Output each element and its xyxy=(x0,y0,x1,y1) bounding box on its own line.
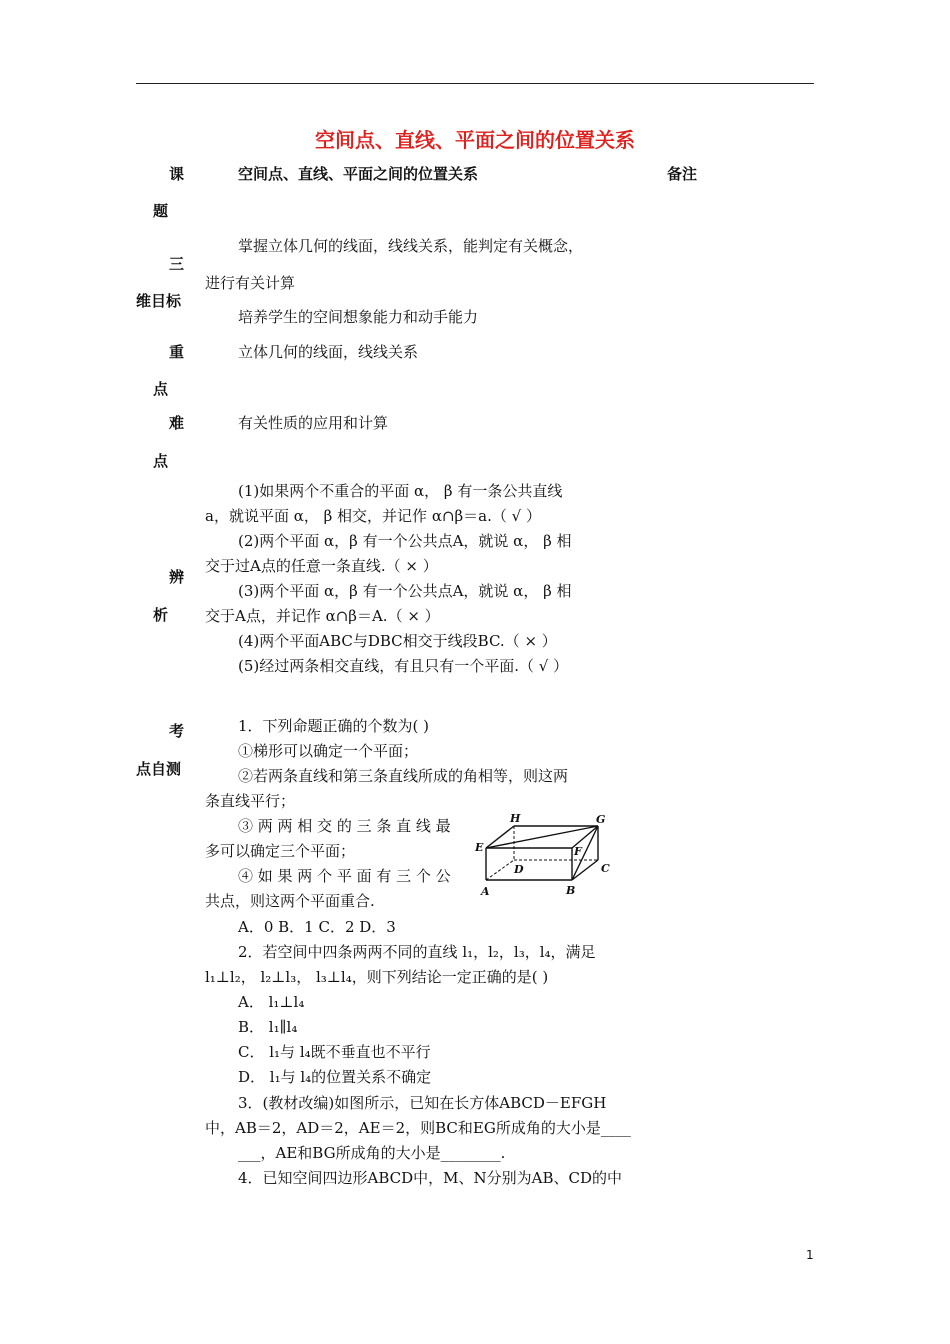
notes-label: 备注 xyxy=(667,165,698,183)
discrimination-line: (2)两个平面 α，β 有一个公共点A，就说 α， β 相 xyxy=(238,532,572,550)
difficulty-text: 有关性质的应用和计算 xyxy=(238,414,389,432)
discrimination-label-1: 辨 xyxy=(169,568,185,586)
topic-label-1: 课 xyxy=(169,165,185,183)
discrimination-line: (1)如果两个不重合的平面 α， β 有一条公共直线 xyxy=(238,482,563,500)
discrimination-label-2: 析 xyxy=(153,606,169,624)
selftest-line: B． l₁∥l₄ xyxy=(238,1018,298,1036)
vertex-label-g: G xyxy=(596,813,606,826)
topic-value: 空间点、直线、平面之间的位置关系 xyxy=(238,165,479,183)
selftest-line: ②若两条直线和第三条直线所成的角相等，则这两 xyxy=(238,767,569,785)
focus-text: 立体几何的线面，线线关系 xyxy=(238,343,419,361)
selftest-label-1: 考 xyxy=(169,722,185,740)
vertex-label-d: D xyxy=(514,863,524,876)
focus-label-1: 重 xyxy=(169,343,185,361)
discrimination-line: 交于过A点的任意一条直线.（ × ） xyxy=(205,557,438,575)
selftest-line: ①梯形可以确定一个平面； xyxy=(238,742,419,760)
selftest-line: A． l₁⊥l₄ xyxy=(238,993,305,1011)
selftest-line: 多可以确定三个平面； xyxy=(205,842,356,860)
vertex-label-c: C xyxy=(601,862,610,875)
header-rule xyxy=(136,83,814,84)
selftest-line: 1．下列命题正确的个数为( ) xyxy=(238,717,430,735)
selftest-line: ___，AE和BG所成角的大小是________. xyxy=(238,1144,506,1162)
goals-line-2: 进行有关计算 xyxy=(205,274,296,292)
discrimination-line: (3)两个平面 α，β 有一个公共点A，就说 α， β 相 xyxy=(238,582,572,600)
vertex-label-a: A xyxy=(481,885,490,898)
selftest-line: C． l₁与 l₄既不垂直也不平行 xyxy=(238,1043,431,1061)
selftest-line: ④ 如 果 两 个 平 面 有 三 个 公 xyxy=(238,867,451,885)
selftest-line: 4．已知空间四边形ABCD中，M、N分别为AB、CD的中 xyxy=(238,1169,623,1187)
difficulty-label-2: 点 xyxy=(153,452,169,470)
focus-label-2: 点 xyxy=(153,380,169,398)
cuboid-figure xyxy=(474,810,614,900)
goals-line-1: 掌握立体几何的线面，线线关系，能判定有关概念， xyxy=(238,237,584,255)
discrimination-line: (5)经过两条相交直线，有且只有一个平面.（ √ ） xyxy=(238,657,569,675)
selftest-line: 中，AB＝2，AD＝2，AE＝2，则BC和EG所成角的大小是____ xyxy=(205,1119,631,1137)
discrimination-line: (4)两个平面ABC与DBC相交于线段BC.（ × ） xyxy=(238,632,557,650)
vertex-label-h: H xyxy=(510,812,521,825)
page-title: 空间点、直线、平面之间的位置关系 xyxy=(315,128,635,152)
selftest-line: ③ 两 两 相 交 的 三 条 直 线 最 xyxy=(238,817,451,835)
goals-label-1: 三 xyxy=(169,255,185,273)
selftest-line: 3．(教材改编)如图所示，已知在长方体ABCD－EFGH xyxy=(238,1094,607,1112)
selftest-line: 共点，则这两个平面重合. xyxy=(205,892,375,910)
vertex-label-b: B xyxy=(566,884,576,897)
discrimination-line: a，就说平面 α， β 相交，并记作 α∩β＝a.（ √ ） xyxy=(205,507,541,525)
topic-label-2: 题 xyxy=(153,202,169,220)
selftest-line: 2．若空间中四条两两不同的直线 l₁，l₂，l₃，l₄，满足 xyxy=(238,943,596,961)
goals-line-3: 培养学生的空间想象能力和动手能力 xyxy=(238,308,479,326)
vertex-label-f: F xyxy=(574,845,582,858)
selftest-label-2: 点自测 xyxy=(136,760,182,778)
page-number: 1 xyxy=(806,1248,814,1262)
selftest-line: D． l₁与 l₄的位置关系不确定 xyxy=(238,1068,432,1086)
vertex-label-e: E xyxy=(475,841,484,854)
selftest-line: l₁⊥l₂， l₂⊥l₃， l₃⊥l₄，则下列结论一定正确的是( ) xyxy=(205,968,549,986)
discrimination-line: 交于A点，并记作 α∩β＝A.（ × ） xyxy=(205,607,440,625)
selftest-line: A．0 B．1 C．2 D．3 xyxy=(238,918,396,936)
difficulty-label-1: 难 xyxy=(169,414,185,432)
selftest-line: 条直线平行； xyxy=(205,792,296,810)
goals-label-2: 维目标 xyxy=(136,292,182,310)
